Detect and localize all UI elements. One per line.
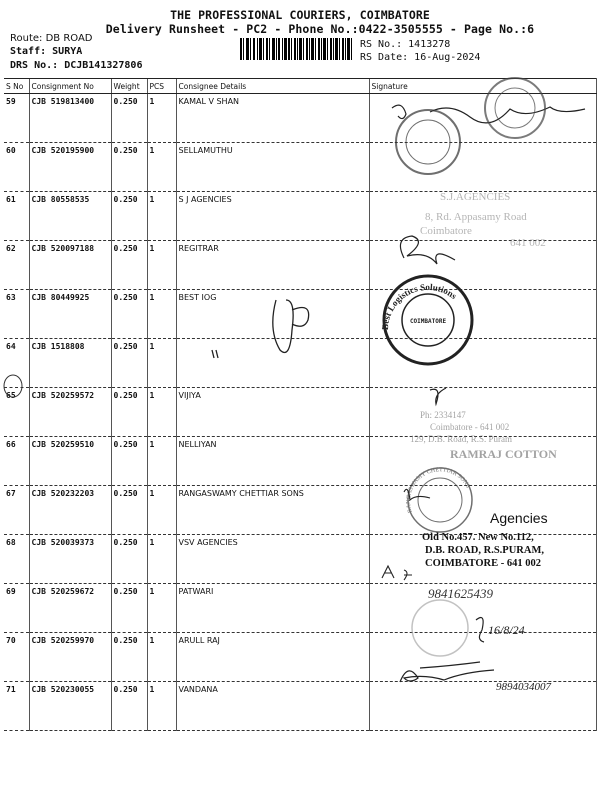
table-row [4, 143, 596, 192]
cell-consignment: CJB 520259572 [29, 388, 111, 437]
table-row [4, 241, 596, 290]
cell-sno: 71 [4, 682, 29, 731]
col-pcs: PCS [147, 79, 176, 94]
table-row [4, 682, 596, 731]
table-row [4, 388, 596, 437]
cell-consignment: CJB 520232203 [29, 486, 111, 535]
table-row [4, 94, 596, 143]
runsheet-subtitle: Delivery Runsheet - PC2 - Phone No.:0422-3505555 - Page No.:6 [105, 22, 535, 36]
cell-consignee: PATWARI [176, 584, 369, 633]
cell-sno: 62 [4, 241, 29, 290]
cell-pcs: 1 [147, 584, 176, 633]
cell-pcs: 1 [147, 633, 176, 682]
cell-consignee: VSV AGENCIES [176, 535, 369, 584]
rs-number: RS No.: 1413278 [360, 39, 451, 50]
rc-line2: 129, D.B. Road, R.S. Puram [410, 434, 513, 444]
cell-consignee: VIJIYA [176, 388, 369, 437]
cell-consignment: CJB 519813400 [29, 94, 111, 143]
staff-row [10, 46, 82, 57]
cell-signature [369, 437, 596, 486]
cell-weight: 0.250 [111, 437, 147, 486]
route-label: Route: DB ROAD [10, 33, 93, 44]
cell-consignment: CJB 520259510 [29, 437, 111, 486]
cell-sno: 64 [4, 339, 29, 388]
cell-weight: 0.250 [111, 388, 147, 437]
cell-sno: 67 [4, 486, 29, 535]
cell-signature [369, 192, 596, 241]
cell-consignee: BEST IOG [176, 290, 369, 339]
sj-stamp-line1: S.J.AGENCIES [440, 191, 511, 203]
cell-consignee: KAMAL V SHAN [176, 94, 369, 143]
table-row [4, 192, 596, 241]
cell-consignment: CJB 520039373 [29, 535, 111, 584]
sj-stamp-line2: 8, Rd. Appasamy Road [425, 211, 527, 223]
cell-signature [369, 584, 596, 633]
drs-row [10, 60, 142, 71]
cell-pcs: 1 [147, 682, 176, 731]
cell-consignment: CJB 520097188 [29, 241, 111, 290]
cell-consignment: CJB 520195900 [29, 143, 111, 192]
cell-signature [369, 290, 596, 339]
cell-sno: 65 [4, 388, 29, 437]
cell-consignee: REGITRAR [176, 241, 369, 290]
cell-pcs: 1 [147, 143, 176, 192]
cell-consignee: SELLAMUTHU [176, 143, 369, 192]
cell-consignee [176, 339, 369, 388]
runsheet-table [4, 78, 597, 731]
cell-weight: 0.250 [111, 192, 147, 241]
col-consignment: Consignment No [29, 79, 111, 94]
cell-sno: 66 [4, 437, 29, 486]
barcode [240, 38, 352, 60]
cell-pcs: 1 [147, 241, 176, 290]
cell-pcs: 1 [147, 388, 176, 437]
cell-weight: 0.250 [111, 94, 147, 143]
vsv-line3: COIMBATORE - 641 002 [425, 558, 541, 569]
table-row [4, 339, 596, 388]
cell-pcs: 1 [147, 535, 176, 584]
table-row [4, 633, 596, 682]
cell-consignee: S J AGENCIES [176, 192, 369, 241]
cell-signature [369, 486, 596, 535]
col-signature: Signature [369, 79, 596, 94]
company-title: THE PROFESSIONAL COURIERS, COIMBATORE [170, 8, 430, 22]
cell-sno: 68 [4, 535, 29, 584]
col-weight: Weight [111, 79, 147, 94]
cell-weight: 0.250 [111, 633, 147, 682]
cell-consignee: NELLIYAN [176, 437, 369, 486]
table-row [4, 535, 596, 584]
cell-weight: 0.250 [111, 339, 147, 388]
cell-weight: 0.250 [111, 486, 147, 535]
cell-signature [369, 535, 596, 584]
sj-stamp-line3: Coimbatore [420, 225, 472, 237]
cell-signature [369, 682, 596, 731]
drs-number: DCJB141327806 [64, 60, 143, 71]
cell-consignment: CJB 520230055 [29, 682, 111, 731]
cell-signature [369, 94, 596, 143]
cell-weight: 0.250 [111, 241, 147, 290]
col-consignee: Consignee Details [176, 79, 369, 94]
cell-consignee: RANGASWAMY CHETTIAR SONS [176, 486, 369, 535]
rc-circle-text: RANGASWAMY CHETTIAR SONS [405, 467, 471, 514]
cell-consignee: VANDANA [176, 682, 369, 731]
cell-consignment: CJB 520259970 [29, 633, 111, 682]
cell-weight: 0.250 [111, 682, 147, 731]
table-row [4, 486, 596, 535]
rc-line4: Ph: 2334147 [420, 410, 466, 420]
cell-weight: 0.250 [111, 290, 147, 339]
table-row [4, 584, 596, 633]
cell-signature [369, 633, 596, 682]
staff-label: Staff: [10, 46, 47, 57]
cell-sno: 63 [4, 290, 29, 339]
vsv-name: Agencies [490, 510, 548, 526]
cell-weight: 0.250 [111, 535, 147, 584]
cell-pcs: 1 [147, 192, 176, 241]
table-header-row [4, 79, 596, 94]
best-stamp-outer: Best Logistics Solutions [379, 281, 459, 331]
cell-pcs: 1 [147, 94, 176, 143]
cell-consignment: CJB 1518808 [29, 339, 111, 388]
cell-pcs: 1 [147, 290, 176, 339]
rc-line3: Coimbatore - 641 002 [430, 422, 510, 432]
cell-weight: 0.250 [111, 584, 147, 633]
cell-pcs: 1 [147, 486, 176, 535]
cell-sno: 70 [4, 633, 29, 682]
cell-signature [369, 143, 596, 192]
cell-sno: 59 [4, 94, 29, 143]
cell-pcs: 1 [147, 339, 176, 388]
handwritten-phone: 9841625439 [428, 586, 493, 601]
cell-signature [369, 339, 596, 388]
drs-label: DRS No.: [10, 60, 59, 71]
handwritten-date: 16/8/24 [488, 623, 525, 637]
rs-date: RS Date: 16-Aug-2024 [360, 52, 481, 63]
vsv-line1: Old No.457. New No.112, [422, 532, 534, 543]
col-sno: S No [4, 79, 29, 94]
table-row [4, 290, 596, 339]
cell-weight: 0.250 [111, 143, 147, 192]
best-stamp-inner: COIMBATORE [409, 318, 447, 325]
vsv-line2: D.B. ROAD, R.S.PURAM, [425, 545, 544, 556]
sj-stamp-line4: 641 002 [510, 237, 546, 249]
cell-consignee: ARULL RAJ [176, 633, 369, 682]
rc-line1: RAMRAJ COTTON [450, 447, 557, 461]
cell-consignment: CJB 80558535 [29, 192, 111, 241]
cell-signature [369, 241, 596, 290]
cell-consignment: CJB 520259672 [29, 584, 111, 633]
cell-signature [369, 388, 596, 437]
cell-sno: 69 [4, 584, 29, 633]
staff-name: SURYA [52, 46, 83, 57]
cell-consignment: CJB 80449925 [29, 290, 111, 339]
handwritten-phone-2: 9894034007 [496, 681, 551, 693]
table-row [4, 437, 596, 486]
cell-sno: 61 [4, 192, 29, 241]
cell-pcs: 1 [147, 437, 176, 486]
cell-sno: 60 [4, 143, 29, 192]
